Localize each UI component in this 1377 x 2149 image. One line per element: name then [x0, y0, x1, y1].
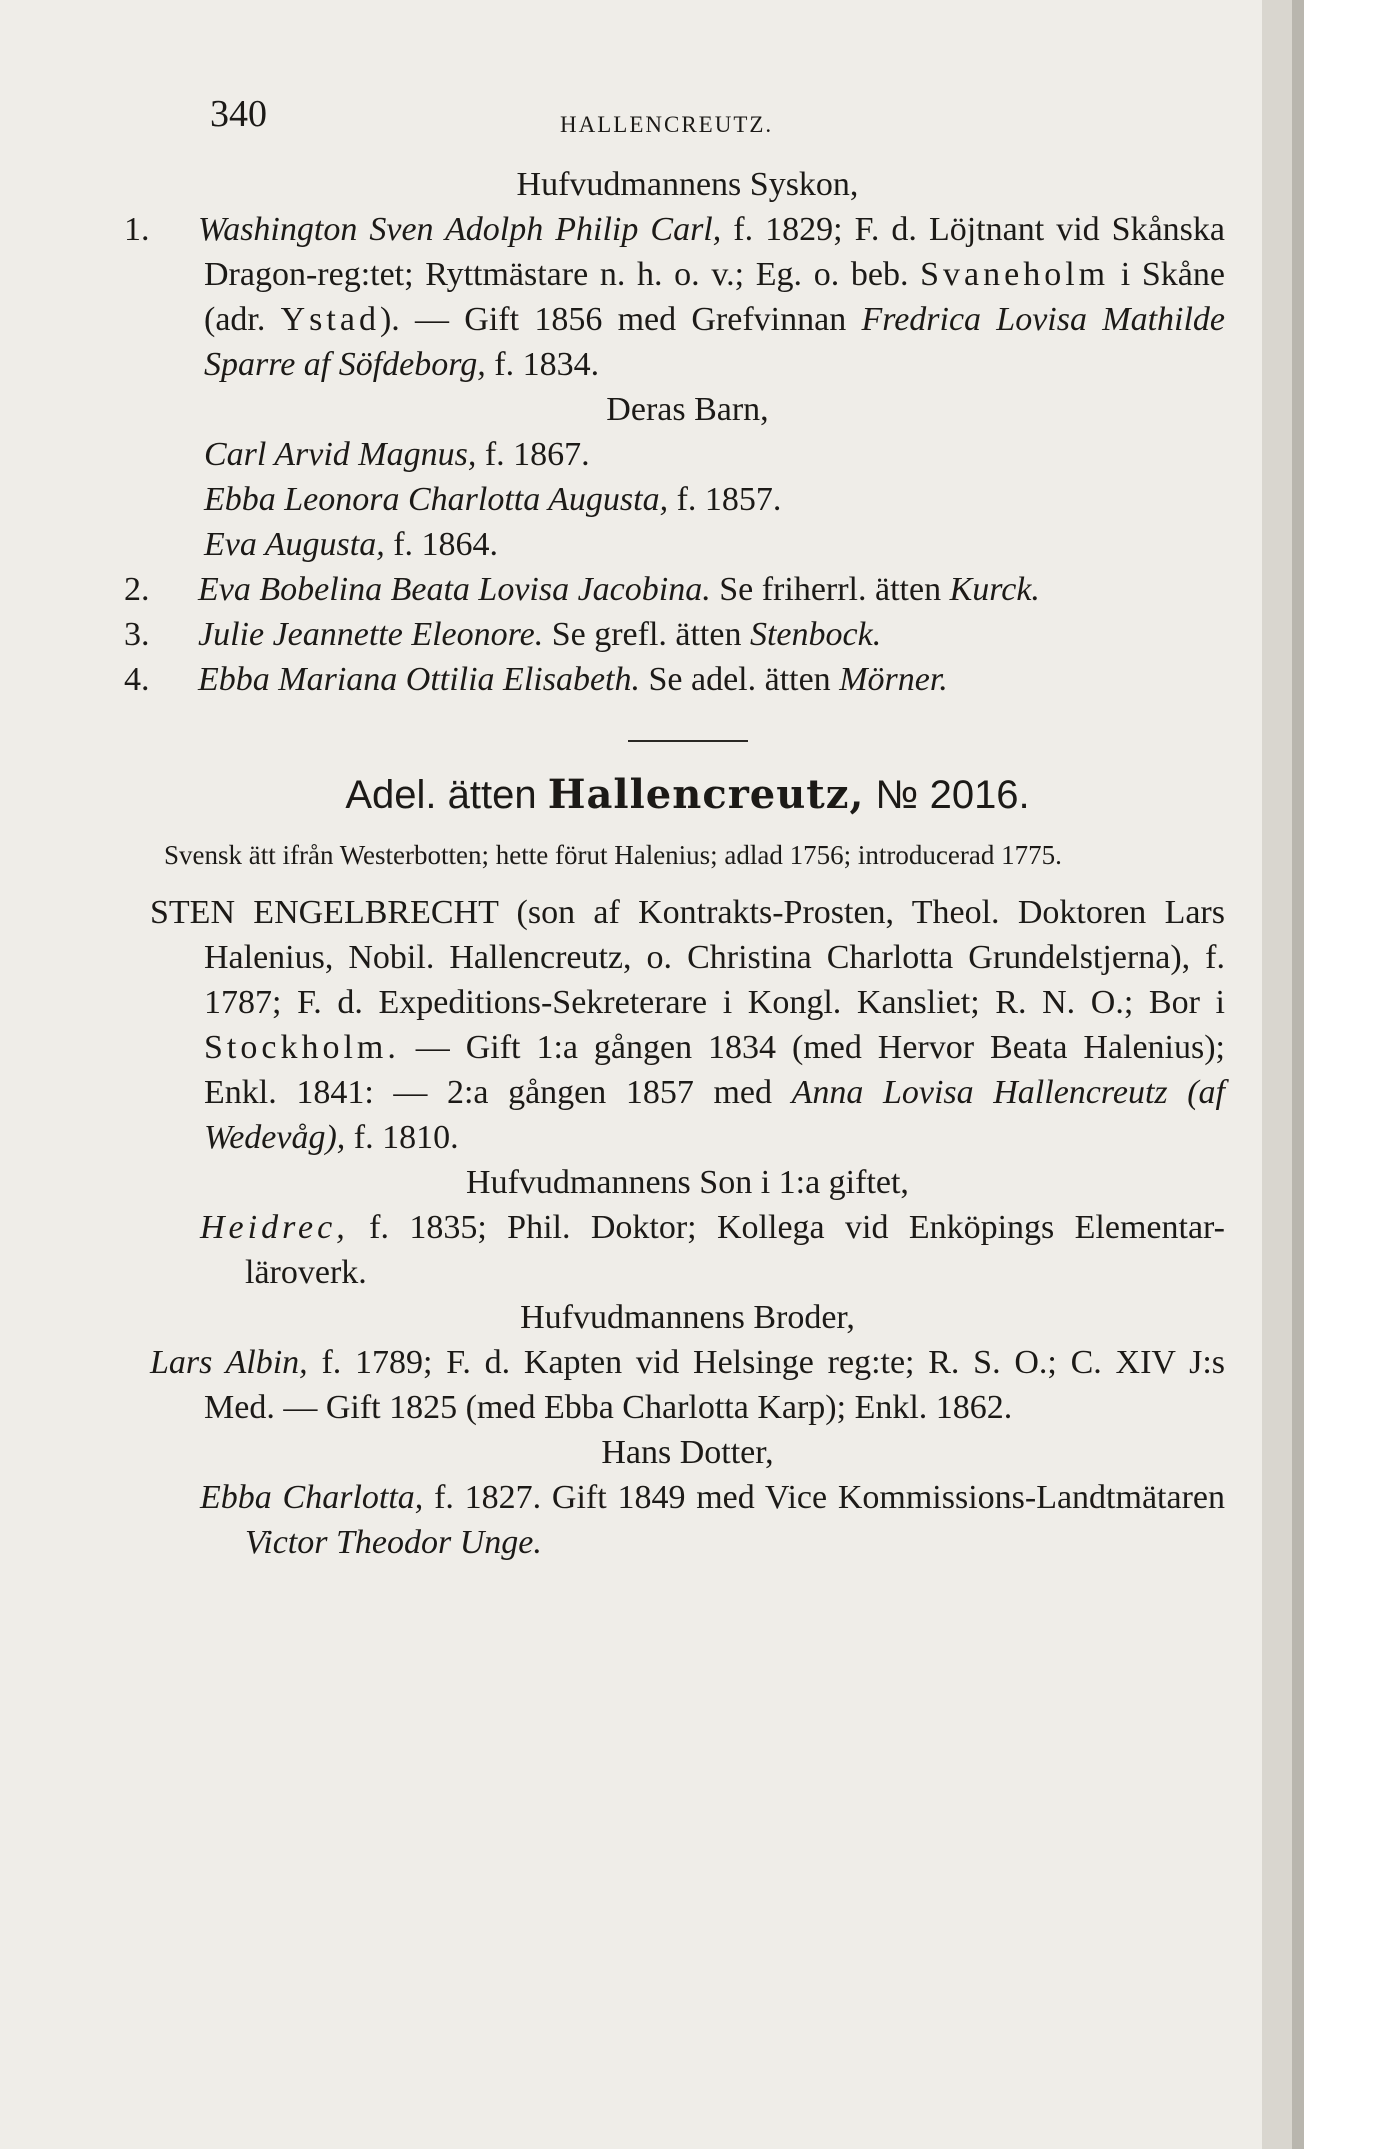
spouse-name: Anna Lovisa Hallencreutz (af Wedevåg),	[204, 1074, 1225, 1156]
child-entry: Ebba Leonora Charlotta Augusta, f. 1857.	[204, 481, 782, 518]
sibling-entry-1: 1. Washington Sven Adolph Philip Carl, f. 1829; F. d. Löjtnant vid Skånska Dragon-reg:tet; Ryttmästare n. h. o. v.; Eg. o. beb. Svaneholm i Skåne (adr. Ystad). — Gift 1856 med Grefvinnan Fredrica Lovisa Mathilde Sparre af Söfdeborg, f. 1834.	[124, 211, 1226, 383]
page-header	[150, 92, 1225, 142]
son-entry: Heidrec, f. 1835; Phil. Doktor; Kollega vid Enköpings Elementar-läroverk.	[200, 1209, 1225, 1291]
sibling-entry-2: 2. Eva Bobelina Beata Lovisa Jacobina. Se friherrl. ätten Kurck.	[124, 571, 1040, 608]
siblings-heading: Hufvudmannens Syskon,	[516, 166, 859, 203]
brother-heading: Hufvudmannens Broder,	[520, 1299, 855, 1336]
section-divider	[628, 740, 748, 742]
book-page	[124, 92, 1226, 1565]
head-name: STEN ENGELBRECHT	[150, 894, 499, 931]
page-number: 340	[210, 93, 267, 135]
house-name: Hallencreutz,	[547, 771, 865, 818]
house-intro: Svensk ätt ifrån Westerbotten; hette förut Halenius; adlad 1756; introducerad 1775.	[164, 840, 1062, 870]
house-title: Adel. ätten Hallencreutz, № 2016.	[345, 771, 1030, 818]
page-edge	[1262, 0, 1292, 2149]
spouse-name: Fredrica Lovisa Mathilde Sparre af Söfdeborg,	[204, 301, 1225, 383]
head-of-family-entry: STEN ENGELBRECHT (son af Kontrakts-Prosten, Theol. Doktoren Lars Halenius, Nobil. Hallencreutz, o. Christina Charlotta Grundelstjerna), f. 1787; F. d. Expeditions-Sekreterare i Kongl. Kansliet; R. N. O.; Bor i Stockholm. — Gift 1:a gången 1834 (med Hervor Beata Halenius); Enkl. 1841: — 2:a gången 1857 med Anna Lovisa Hallencreutz (af Wedevåg), f. 1810.	[150, 894, 1225, 1156]
sibling-entry-4: 4. Ebba Mariana Ottilia Elisabeth. Se adel. ätten Mörner.	[124, 661, 948, 698]
address-city: Ystad	[280, 301, 380, 338]
daughter-heading: Hans Dotter,	[601, 1434, 774, 1471]
page-edge-shadow	[1292, 0, 1304, 2149]
sibling-entry-3: 3. Julie Jeannette Eleonore. Se grefl. ätten Stenbock.	[124, 616, 882, 653]
child-entry: Carl Arvid Magnus, f. 1867.	[204, 436, 590, 473]
residence-city: Stockholm.	[204, 1029, 400, 1066]
estate-name: Svaneholm	[920, 256, 1110, 293]
house-number: № 2016.	[875, 773, 1030, 817]
child-entry: Eva Augusta, f. 1864.	[204, 526, 499, 563]
son-heading: Hufvudmannens Son i 1:a giftet,	[466, 1164, 909, 1201]
brother-entry: Lars Albin, f. 1789; F. d. Kapten vid Helsinge reg:te; R. S. O.; C. XIV J:s Med. — Gift 1825 (med Ebba Charlotta Karp); Enkl. 1862.	[150, 1344, 1226, 1426]
daughter-entry: Ebba Charlotta, f. 1827. Gift 1849 med Vice Kommissions-Landtmätaren Victor Theodor Unge.	[200, 1479, 1225, 1561]
children-heading: Deras Barn,	[606, 391, 769, 428]
background-margin	[1304, 0, 1377, 2149]
running-title: HALLENCREUTZ.	[560, 112, 774, 137]
sibling-name: Washington Sven Adolph Philip Carl,	[198, 211, 722, 248]
